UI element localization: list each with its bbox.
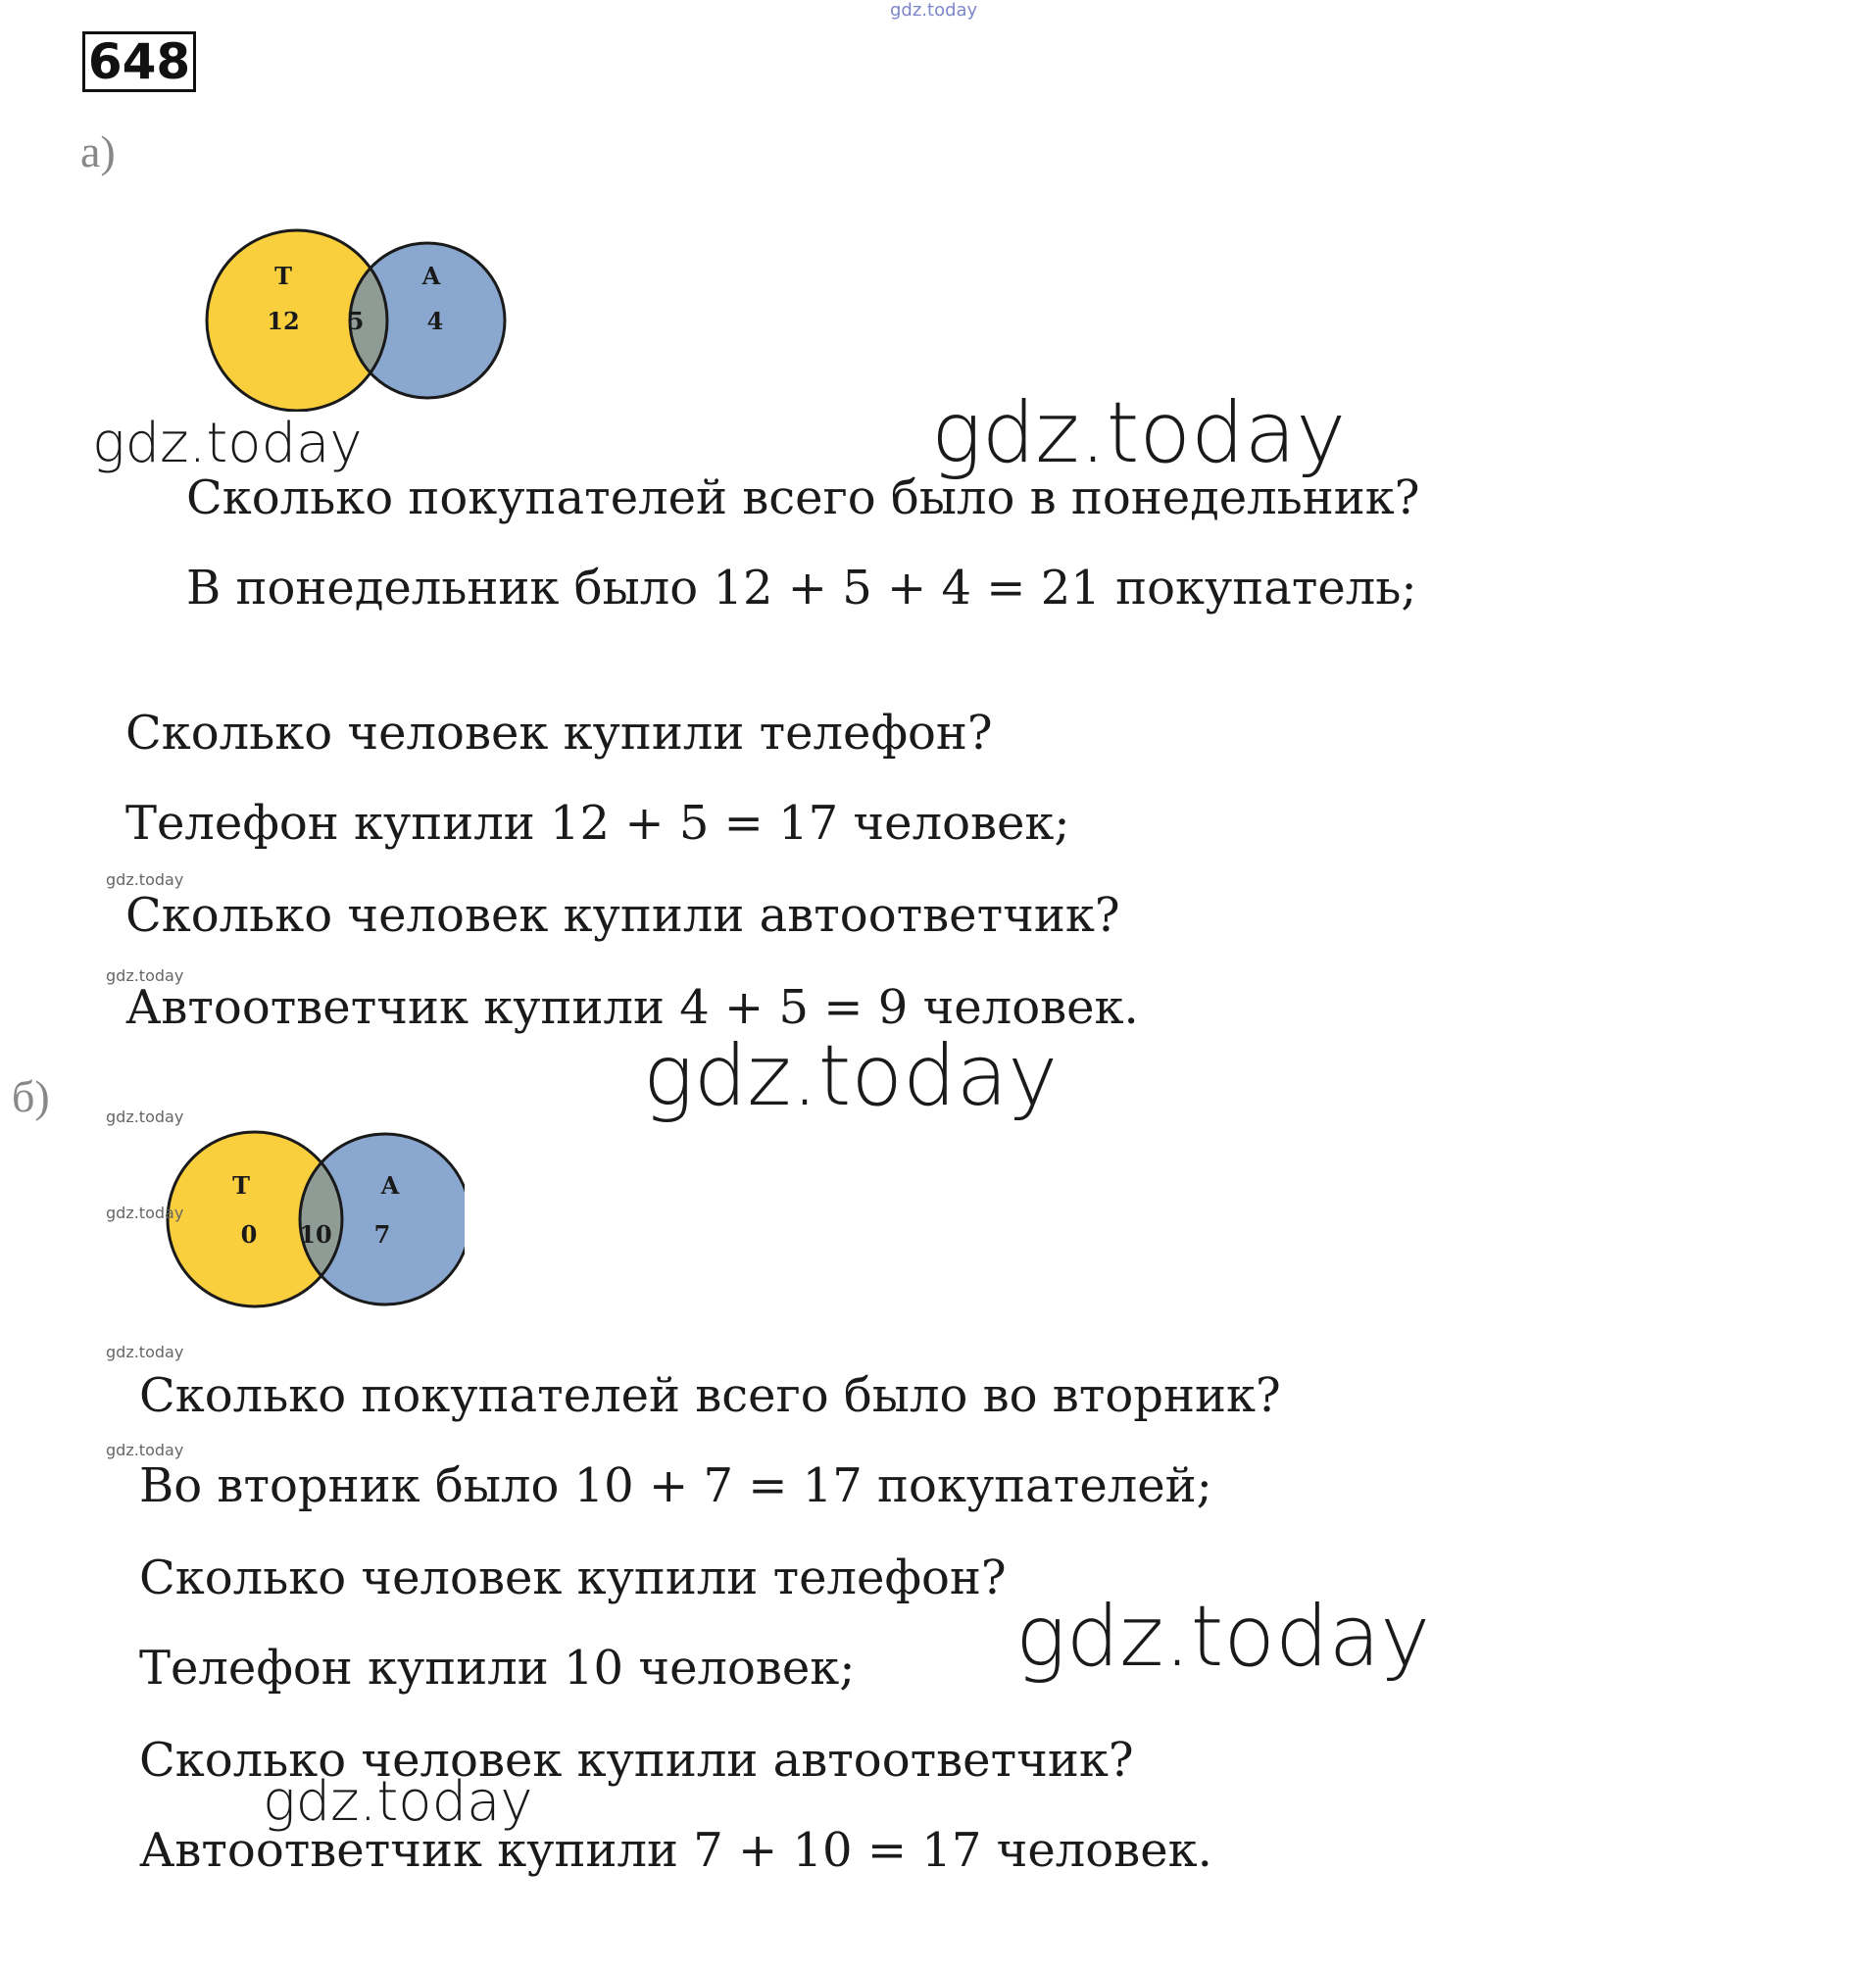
part-b-line-6: Автоответчик купили 7 + 10 = 17 человек. — [139, 1823, 1212, 1878]
watermark-small: gdz.today — [106, 870, 184, 889]
part-a-line-2: В понедельник было 12 + 5 + 4 = 21 покупатель; — [186, 561, 1417, 615]
part-a-line-5: Сколько человек купили автоответчик? — [125, 888, 1120, 943]
part-b-line-2: Во вторник было 10 + 7 = 17 покупателей; — [139, 1458, 1212, 1513]
watermark-large: gdz.today — [92, 412, 363, 475]
venn-a-only-a-value: 4 — [426, 307, 444, 335]
venn-a-label-t: Т — [274, 262, 292, 290]
task-number: 648 — [82, 31, 196, 92]
watermark-small: gdz.today — [106, 1441, 184, 1459]
watermark-small: gdz.today — [106, 966, 184, 985]
watermark-small: gdz.today — [106, 1204, 184, 1222]
watermark-small: gdz.today — [106, 1108, 184, 1126]
part-b-line-5: Сколько человек купили автоответчик? — [139, 1733, 1134, 1788]
venn-b-only-a-value: 7 — [373, 1220, 391, 1249]
part-b-line-3: Сколько человек купили телефон? — [139, 1551, 1007, 1605]
part-a-label: а) — [80, 126, 116, 176]
venn-b-label-a: А — [380, 1171, 400, 1200]
watermark-small: gdz.today — [106, 1343, 184, 1361]
part-a-line-4: Телефон купили 12 + 5 = 17 человек; — [125, 796, 1070, 851]
part-b-label: б) — [12, 1071, 50, 1121]
venn-b-only-t-value: 0 — [240, 1220, 258, 1249]
watermark-large: gdz.today — [643, 1027, 1059, 1125]
watermark-large: gdz.today — [263, 1770, 533, 1834]
venn-a-both-value: 5 — [347, 307, 365, 335]
venn-a-label-a: А — [421, 262, 441, 290]
venn-diagram-b — [161, 1127, 465, 1313]
watermark-large: gdz.today — [1015, 1588, 1431, 1686]
venn-a-only-t-value: 12 — [267, 307, 300, 335]
top-watermark: gdz.today — [890, 0, 978, 21]
part-b-line-4: Телефон купили 10 человек; — [139, 1641, 856, 1696]
part-b-line-1: Сколько покупателей всего было во вторник? — [139, 1368, 1281, 1423]
watermark-large: gdz.today — [931, 384, 1347, 482]
part-a-line-6: Автоответчик купили 4 + 5 = 9 человек. — [125, 980, 1139, 1035]
venn-b-both-value: 10 — [299, 1220, 332, 1249]
venn-diagram-a — [204, 225, 508, 412]
part-a-line-3: Сколько человек купили телефон? — [125, 706, 993, 761]
venn-b-label-t: Т — [232, 1171, 250, 1200]
part-a-line-1: Сколько покупателей всего было в понедельник? — [186, 470, 1420, 525]
